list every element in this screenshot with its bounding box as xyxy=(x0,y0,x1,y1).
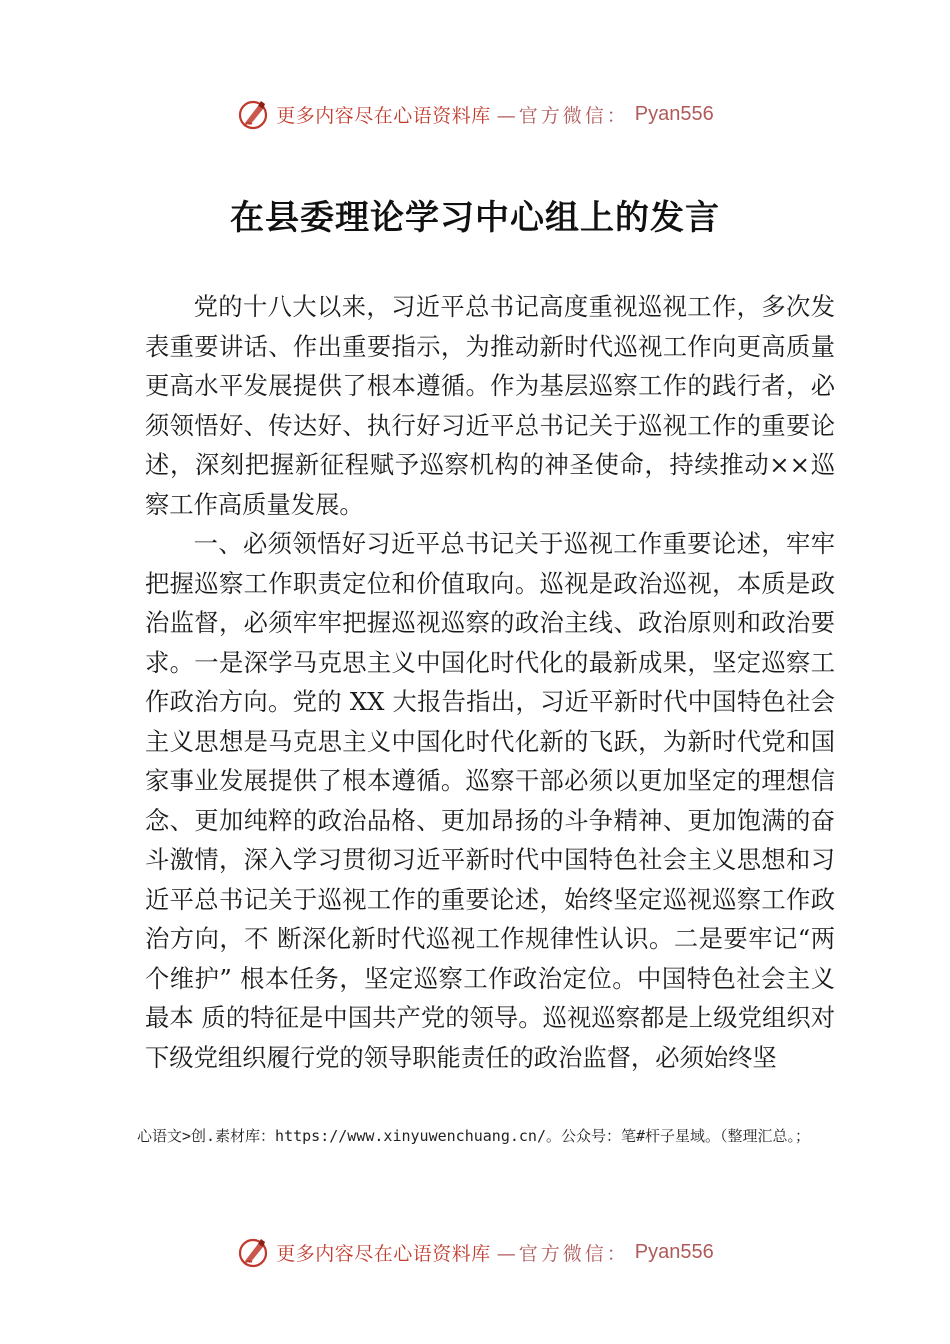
watermark-sub-text: —官方微信： xyxy=(496,104,629,127)
paragraph-section-one: 一、必须领悟好习近平总书记关于巡视工作重要论述，牢牢把握巡察工作职责定位和价值取向。巡视是政治巡视，本质是政治监督，必须牢牢把握巡视巡察的政治主线、政治原则和政治要求。一是深学马克思主义中国化时代化的最新成果，坚定巡察工作政治方向。党的 XX 大报告指出，习近平新时代中国特色社会主义思想是马克思主义中国化时代化新的飞跃，为新时代党和国家事业发展提供了根本遵循。巡察干部必须以更加坚定的理想信念、更加纯粹的政治品格、更加昂扬的斗争精神、更加饱满的奋斗激情，深入学习贯彻习近平新时代中国特色社会主义思想和习近平总书记关于巡视工作的重要论述，始终坚定巡视巡察工作政治方向，不 断深化新时代巡视工作规律性认识。二是要牢记“两个维护” 根本任务，坚定巡察工作政治定位。中国特色社会主义最本 质的特征是中国共产党的领导。巡视巡察都是上级党组织对 下级党组织履行党的领导职能责任的政治监督，必须始终坚 xyxy=(145,529,835,1072)
source-footer-note: 心语文>创.素材库：https://www.xinyuwenchuang.cn/。公众号：笔#杆子星域。（整理汇总。； xyxy=(137,1127,811,1145)
watermark-footer xyxy=(0,1232,950,1272)
fountain-pen-logo-icon xyxy=(236,97,270,131)
watermark-main-text: 更多内容尽在心语资料库 xyxy=(276,1242,491,1265)
document-body xyxy=(145,287,835,1077)
fountain-pen-logo-icon xyxy=(236,1235,270,1269)
watermark-sub-text: —官方微信： xyxy=(496,1242,629,1265)
paragraph-intro: 党的十八大以来，习近平总书记高度重视巡视工作，多次发表重要讲话、作出重要指示，为推动新时代巡视工作向更高质量更高水平发展提供了根本遵循。作为基层巡察工作的践行者，必须领悟好、传达好、执行好习近平总书记关于巡视工作的重要论述，深刻把握新征程赋予巡察机构的神圣使命，持续推动××巡察工作高质量发展。 xyxy=(145,292,835,519)
watermark-header xyxy=(0,94,950,134)
watermark-wechat-id: Pyan556 xyxy=(634,1240,714,1263)
watermark-main-text: 更多内容尽在心语资料库 xyxy=(276,104,491,127)
document-title: 在县委理论学习中心组上的发言 xyxy=(230,198,720,238)
watermark-wechat-id: Pyan556 xyxy=(634,102,714,125)
